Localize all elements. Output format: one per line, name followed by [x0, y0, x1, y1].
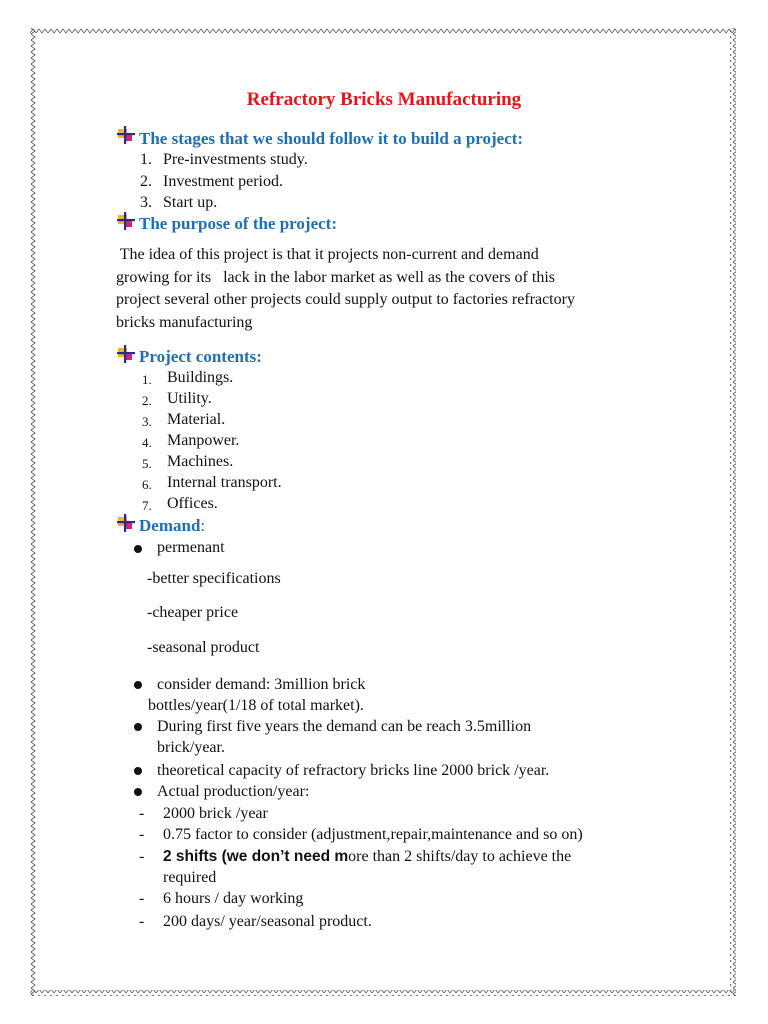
list-number: 5. [142, 456, 152, 471]
dash-item: 200 days/ year/seasonal product. [163, 913, 372, 930]
list-item-consider-demand: consider demand: 3million brick [157, 676, 366, 693]
dash-mark: - [139, 913, 145, 930]
section-heading-purpose: The purpose of the project: [139, 214, 337, 233]
section-heading-contents: Project contents: [139, 347, 262, 366]
paragraph-line: project several other projects could supply output to factories refractory [116, 291, 575, 308]
list-item: Buildings. [167, 369, 234, 386]
list-item: Manpower. [167, 432, 240, 449]
shifts-rest-text: ore than 2 shifts/day to achieve the [348, 848, 572, 865]
list-item: Start up. [163, 194, 218, 211]
list-item: Investment period. [163, 173, 283, 190]
list-item-actual-production: Actual production/year: [157, 783, 310, 800]
cross-square-bullet-icon [116, 125, 136, 150]
section-heading-demand [139, 516, 205, 536]
list-number: 2. [142, 393, 152, 408]
list-item: Utility. [167, 390, 212, 407]
section-heading-stages: The stages that we should follow it to build a project: [139, 129, 524, 148]
list-item: Material. [167, 411, 226, 428]
cross-square-bullet-icon [116, 211, 136, 236]
list-number: 7. [142, 498, 152, 513]
filled-circle-bullet [134, 788, 142, 796]
list-number: 3. [142, 414, 152, 429]
filled-circle-bullet [134, 681, 142, 689]
dash-item-shifts-cont: required [163, 869, 217, 886]
paragraph-line: growing for its lack in the labor market as well as the covers of this [116, 269, 555, 286]
list-number: 4. [142, 435, 152, 450]
list-item-permanent: permenant [157, 539, 225, 556]
list-item: Pre-investments study. [163, 151, 308, 168]
list-number: 2. [140, 173, 152, 190]
dash-mark: - [139, 805, 145, 822]
list-item: Offices. [167, 495, 218, 512]
filled-circle-bullet [134, 545, 142, 553]
sub-item: -cheaper price [147, 604, 239, 621]
filled-circle-bullet [134, 767, 142, 775]
list-item: Internal transport. [167, 474, 282, 491]
list-number: 1. [140, 151, 152, 168]
dash-mark: - [139, 890, 145, 907]
cross-square-bullet-icon [116, 513, 136, 538]
dash-item: 0.75 factor to consider (adjustment,repair,maintenance and so on) [163, 826, 583, 843]
page-title: Refractory Bricks Manufacturing [246, 89, 522, 110]
dash-item-shifts [163, 848, 571, 866]
list-item: Machines. [167, 453, 234, 470]
demand-heading-colon: : [200, 516, 206, 535]
dash-mark: - [139, 848, 145, 865]
list-number: 3. [140, 194, 152, 211]
list-item-theoretical-capacity: theoretical capacity of refractory bricks line 2000 brick /year. [157, 762, 550, 779]
list-item-first-five-years: During first five years the demand can be reach 3.5million [157, 718, 532, 735]
cross-square-bullet-icon [116, 344, 136, 369]
demand-heading-text: Demand [139, 516, 201, 535]
dash-mark: - [139, 826, 145, 843]
paragraph-line: The idea of this project is that it projects non-current and demand [116, 246, 539, 263]
dash-item: 2000 brick /year [163, 805, 268, 822]
list-item-consider-demand-cont: bottles/year(1/18 of total market). [148, 697, 364, 714]
list-number: 1. [142, 372, 152, 387]
list-item-first-five-years-cont: brick/year. [157, 739, 225, 756]
sub-item: -seasonal product [147, 639, 260, 656]
sub-item: -better specifications [147, 570, 281, 587]
list-number: 6. [142, 477, 152, 492]
dash-item: 6 hours / day working [163, 890, 304, 907]
paragraph-line: bricks manufacturing [116, 314, 253, 331]
shifts-bold-text: 2 shifts (we don’t need m [163, 848, 349, 865]
filled-circle-bullet [134, 723, 142, 731]
